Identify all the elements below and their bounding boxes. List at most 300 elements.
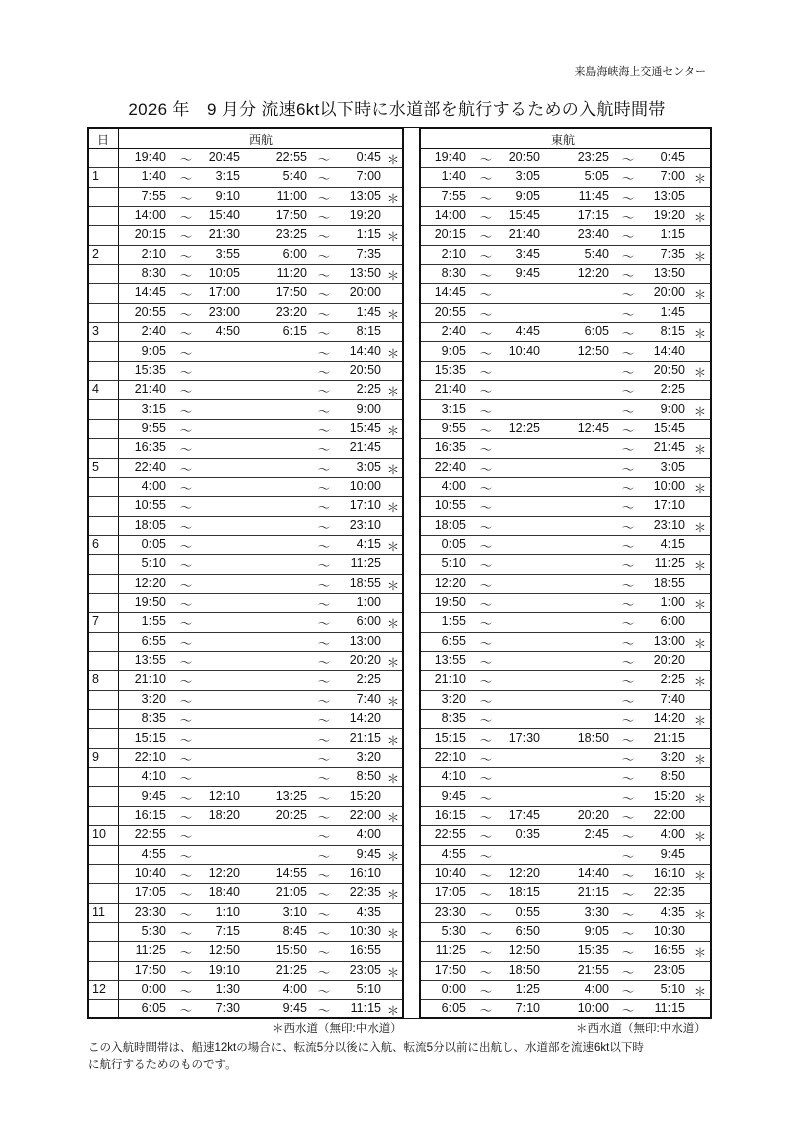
start-time: 19:40 (134, 150, 166, 164)
west-channel-mark: ＊ (693, 868, 707, 883)
west-channel-mark: ＊ (693, 598, 707, 613)
tilde: 〜 (317, 346, 331, 361)
start-time-2: 21:25 (275, 962, 307, 977)
tilde: 〜 (479, 714, 493, 729)
start-time-2: 6:00 (282, 246, 307, 261)
tilde: 〜 (317, 365, 331, 380)
tilde: 〜 (621, 985, 635, 1000)
west-channel-mark: ＊ (693, 249, 707, 264)
west-channel-mark: ＊ (693, 327, 707, 342)
east-table-row (421, 438, 710, 458)
tilde: 〜 (479, 675, 493, 690)
end-time: 7:00 (356, 169, 381, 184)
day-number: 4 (92, 382, 99, 397)
start-time-2: 21:15 (577, 885, 609, 900)
end-time: 23:10 (653, 517, 685, 532)
end-time: 21:45 (653, 440, 685, 455)
west-channel-mark: ＊ (693, 520, 707, 535)
day-header: 日 (97, 133, 110, 147)
start-time: 21:10 (434, 672, 466, 687)
west-table-row (89, 206, 402, 226)
tilde: 〜 (179, 965, 193, 980)
west-channel-mark: ＊ (693, 404, 707, 419)
start-time: 20:55 (434, 304, 466, 319)
east-table-row (421, 477, 710, 497)
tilde: 〜 (479, 288, 493, 303)
start-time: 15:35 (134, 362, 166, 377)
end-time-1: 9:10 (215, 188, 240, 203)
west-table-row (89, 670, 402, 690)
start-time-2: 5:40 (282, 169, 307, 184)
tilde: 〜 (179, 346, 193, 361)
start-time-2: 20:20 (577, 807, 609, 822)
start-time: 10:55 (134, 498, 166, 513)
east-table-row (421, 903, 710, 923)
start-time-2: 20:25 (275, 807, 307, 822)
east-table-row (421, 400, 710, 420)
tilde: 〜 (479, 694, 493, 709)
end-time: 1:00 (660, 595, 685, 610)
start-time: 4:55 (141, 846, 166, 861)
tilde: 〜 (179, 211, 193, 226)
start-time-2: 3:10 (282, 904, 307, 919)
end-time: 13:00 (653, 633, 685, 648)
end-time: 13:00 (349, 633, 381, 648)
end-time: 22:00 (653, 807, 685, 822)
end-time: 16:10 (349, 865, 381, 880)
tilde: 〜 (479, 404, 493, 419)
end-time: 16:10 (653, 865, 685, 880)
tilde: 〜 (479, 965, 493, 980)
tilde: 〜 (317, 211, 331, 226)
day-number: 3 (92, 324, 99, 339)
end-time: 10:30 (349, 924, 381, 938)
start-time: 2:10 (141, 246, 166, 261)
tilde: 〜 (621, 868, 635, 883)
tilde: 〜 (479, 462, 493, 477)
day-number: 1 (92, 169, 99, 184)
tilde: 〜 (317, 636, 331, 651)
end-time: 8:15 (356, 324, 381, 339)
west-table-row (89, 980, 402, 1000)
tilde: 〜 (179, 578, 193, 593)
start-time: 9:05 (141, 343, 166, 358)
east-table-row (421, 516, 710, 536)
start-time-2: 8:45 (282, 924, 307, 938)
start-time: 14:45 (134, 285, 166, 300)
end-time-1: 23:00 (208, 304, 240, 319)
start-time-2: 11:45 (578, 188, 609, 203)
east-table-row (421, 187, 710, 207)
end-time: 10:30 (653, 924, 685, 938)
end-time: 9:45 (356, 846, 381, 861)
end-time: 17:10 (349, 498, 381, 513)
end-time: 11:15 (350, 1001, 381, 1016)
start-time: 16:35 (434, 440, 466, 455)
west-channel-mark: ＊ (386, 307, 400, 322)
end-time-1: 0:55 (515, 904, 540, 919)
west-table-row (89, 941, 402, 961)
start-time: 3:20 (141, 691, 166, 706)
west-table-row (89, 729, 402, 749)
start-time-2: 4:00 (584, 982, 609, 997)
end-time: 4:15 (660, 537, 685, 551)
end-time: 11:25 (350, 556, 381, 571)
start-time: 17:05 (134, 885, 166, 900)
start-time-2: 12:50 (577, 343, 609, 358)
west-table-row (89, 961, 402, 981)
west-table-row (89, 516, 402, 536)
start-time-2: 14:40 (577, 865, 609, 880)
tilde: 〜 (317, 520, 331, 535)
tilde: 〜 (179, 810, 193, 825)
east-table-row (421, 883, 710, 903)
tilde: 〜 (179, 462, 193, 477)
tilde: 〜 (179, 385, 193, 400)
west-channel-mark: ＊ (693, 675, 707, 690)
tilde: 〜 (621, 423, 635, 438)
east-table-row (421, 225, 710, 245)
tilde: 〜 (317, 501, 331, 516)
tilde: 〜 (317, 675, 331, 690)
end-time-1: 4:50 (215, 324, 240, 339)
tilde: 〜 (317, 385, 331, 400)
tilde: 〜 (179, 598, 193, 613)
end-time: 6:00 (660, 614, 685, 629)
west-table-row (89, 651, 402, 671)
start-time: 8:30 (141, 266, 166, 281)
end-time: 15:45 (349, 420, 381, 435)
end-time: 3:05 (356, 459, 381, 474)
end-time: 0:45 (660, 150, 685, 164)
west-table-row (89, 825, 402, 845)
tilde: 〜 (179, 675, 193, 690)
east-table-row (421, 458, 710, 478)
start-time: 4:55 (441, 846, 466, 861)
end-time: 4:00 (356, 827, 381, 842)
tilde: 〜 (621, 365, 635, 380)
end-time: 6:00 (356, 614, 381, 629)
start-time-2: 21:05 (275, 885, 307, 900)
east-table-row (421, 303, 710, 323)
tilde: 〜 (317, 830, 331, 845)
day-number: 5 (92, 459, 99, 474)
east-table-row (421, 670, 710, 690)
tilde: 〜 (621, 907, 635, 922)
start-time: 4:00 (441, 478, 466, 493)
tilde: 〜 (621, 1004, 635, 1019)
start-time: 22:40 (434, 459, 466, 474)
end-time-1: 7:15 (215, 924, 240, 938)
west-table-row (89, 883, 402, 903)
end-time: 10:00 (653, 478, 685, 493)
tilde: 〜 (479, 559, 493, 574)
page-title: 2026 年 9 月分 流速6kt以下時に水道部を航行するための入航時間帯 (128, 100, 666, 119)
start-time-2: 23:40 (577, 227, 609, 242)
end-time-1: 15:45 (508, 208, 540, 223)
tilde: 〜 (317, 810, 331, 825)
start-time: 9:45 (441, 788, 466, 803)
tilde: 〜 (479, 307, 493, 322)
end-time: 7:35 (356, 246, 381, 261)
tilde: 〜 (179, 868, 193, 883)
tilde: 〜 (179, 288, 193, 303)
east-table-row (421, 148, 710, 168)
tilde: 〜 (479, 365, 493, 380)
start-time: 0:05 (141, 537, 166, 551)
east-table-row (421, 342, 710, 362)
tilde: 〜 (479, 907, 493, 922)
tilde: 〜 (621, 830, 635, 845)
start-time-2: 21:55 (577, 962, 609, 977)
west-channel-mark: ＊ (386, 230, 400, 245)
start-time-2: 2:45 (584, 827, 609, 842)
end-time: 1:15 (356, 227, 381, 242)
end-time: 4:00 (660, 827, 685, 842)
tilde: 〜 (179, 404, 193, 419)
end-time-1: 3:55 (215, 246, 240, 261)
start-time-2: 11:20 (276, 266, 307, 281)
tilde: 〜 (179, 365, 193, 380)
start-time: 1:40 (141, 169, 166, 184)
end-time: 20:20 (349, 653, 381, 668)
tilde: 〜 (479, 346, 493, 361)
start-time: 22:55 (434, 827, 466, 842)
tilde: 〜 (621, 501, 635, 516)
tilde: 〜 (179, 617, 193, 632)
end-time: 22:00 (349, 807, 381, 822)
tilde: 〜 (179, 327, 193, 342)
east-table-row (421, 767, 710, 787)
start-time-2: 3:30 (584, 904, 609, 919)
start-time-2: 13:25 (275, 788, 307, 803)
west-table-row (89, 632, 402, 652)
end-time: 2:25 (356, 672, 381, 687)
start-time: 6:55 (141, 633, 166, 648)
east-table-header (421, 129, 710, 149)
west-channel-mark: ＊ (386, 153, 400, 167)
tilde: 〜 (317, 733, 331, 748)
organization-name: 来島海峡海上交通センター (574, 66, 706, 78)
start-time: 13:55 (434, 653, 466, 668)
end-time-1: 9:05 (515, 188, 540, 203)
end-time: 23:10 (349, 517, 381, 532)
west-table-row (89, 322, 402, 342)
end-time-1: 17:45 (508, 807, 540, 822)
end-time-1: 18:40 (208, 885, 240, 900)
start-time: 14:00 (134, 208, 166, 223)
tilde: 〜 (479, 211, 493, 226)
end-time: 5:10 (660, 982, 685, 997)
west-channel-mark: ＊ (386, 617, 400, 632)
west-table-row (89, 845, 402, 865)
day-number: 7 (92, 614, 99, 629)
tilde: 〜 (621, 307, 635, 322)
end-time: 11:25 (654, 556, 685, 571)
west-channel-mark: ＊ (693, 559, 707, 574)
west-channel-mark: ＊ (386, 191, 400, 206)
east-table-row (421, 554, 710, 574)
tilde: 〜 (317, 927, 331, 941)
east-table-row (421, 283, 710, 303)
tilde: 〜 (317, 404, 331, 419)
west-table-row (89, 748, 402, 768)
east-table (419, 127, 712, 1019)
tilde: 〜 (479, 269, 493, 284)
tilde: 〜 (179, 443, 193, 458)
west-table-row (89, 264, 402, 284)
west-table-row (89, 806, 402, 826)
end-time: 1:15 (660, 227, 685, 242)
end-time: 14:20 (653, 711, 685, 726)
west-table-row (89, 574, 402, 594)
tilde: 〜 (479, 520, 493, 535)
west-channel-mark: ＊ (386, 888, 400, 903)
tilde: 〜 (317, 269, 331, 284)
tilde: 〜 (621, 172, 635, 187)
tilde: 〜 (317, 423, 331, 438)
start-time: 5:10 (441, 556, 466, 571)
tilde: 〜 (179, 985, 193, 1000)
tilde: 〜 (179, 1004, 193, 1019)
tilde: 〜 (479, 868, 493, 883)
tilde: 〜 (479, 985, 493, 1000)
tilde: 〜 (479, 617, 493, 632)
end-time: 8:15 (660, 324, 685, 339)
tilde: 〜 (479, 849, 493, 864)
end-time: 4:35 (660, 904, 685, 919)
end-time-1: 18:15 (508, 885, 540, 900)
west-table-row (89, 245, 402, 265)
start-time-2: 5:05 (584, 169, 609, 184)
end-time: 14:40 (349, 343, 381, 358)
west-channel-mark: ＊ (693, 288, 707, 303)
west-channel-mark: ＊ (693, 752, 707, 767)
end-time: 4:15 (356, 537, 381, 551)
end-time: 18:55 (653, 575, 685, 590)
end-time: 13:50 (653, 266, 685, 281)
start-time: 9:45 (141, 788, 166, 803)
west-table-row (89, 438, 402, 458)
end-time: 1:45 (356, 304, 381, 319)
west-channel-mark: ＊ (386, 501, 400, 516)
tilde: 〜 (479, 443, 493, 458)
start-time: 22:55 (134, 827, 166, 842)
tilde: 〜 (317, 714, 331, 729)
start-time-2: 9:05 (584, 924, 609, 938)
start-time-2: 23:20 (275, 304, 307, 319)
east-table-row (421, 496, 710, 516)
tilde: 〜 (179, 733, 193, 748)
east-table-row (421, 361, 710, 381)
west-channel-mark: ＊ (693, 211, 707, 226)
end-time: 21:15 (653, 730, 685, 745)
start-time: 3:15 (141, 401, 166, 416)
start-time-2: 23:25 (577, 150, 609, 164)
tilde: 〜 (179, 520, 193, 535)
end-time: 5:10 (356, 982, 381, 997)
tilde: 〜 (621, 153, 635, 167)
tilde: 〜 (621, 269, 635, 284)
end-time: 20:20 (653, 653, 685, 668)
end-time: 2:25 (660, 672, 685, 687)
tilde: 〜 (621, 598, 635, 613)
start-time: 9:55 (141, 420, 166, 435)
west-channel-mark: ＊ (386, 733, 400, 748)
end-time: 20:00 (653, 285, 685, 300)
start-time: 3:20 (441, 691, 466, 706)
start-time: 8:35 (141, 711, 166, 726)
start-time: 2:40 (141, 324, 166, 339)
tilde: 〜 (479, 810, 493, 825)
tilde: 〜 (621, 462, 635, 477)
tilde: 〜 (621, 443, 635, 458)
tilde: 〜 (621, 675, 635, 690)
start-time: 21:10 (134, 672, 166, 687)
tilde: 〜 (479, 656, 493, 671)
tilde: 〜 (317, 172, 331, 187)
tilde: 〜 (479, 830, 493, 845)
east-table-row (421, 941, 710, 961)
tilde: 〜 (479, 888, 493, 903)
tilde: 〜 (179, 249, 193, 264)
tilde: 〜 (179, 172, 193, 187)
end-time: 15:20 (349, 788, 381, 803)
day-number: 2 (92, 246, 99, 261)
tilde: 〜 (479, 327, 493, 342)
end-time: 10:00 (349, 478, 381, 493)
start-time: 14:45 (434, 285, 466, 300)
start-time: 9:55 (441, 420, 466, 435)
start-time: 22:10 (134, 749, 166, 764)
day-number: 9 (92, 749, 99, 764)
tilde: 〜 (479, 385, 493, 400)
east-table-row (421, 535, 710, 555)
end-time: 13:05 (349, 188, 381, 203)
start-time: 7:55 (141, 188, 166, 203)
end-time: 7:00 (660, 169, 685, 184)
day-number: 12 (92, 982, 106, 997)
west-channel-mark: ＊ (386, 269, 400, 284)
start-time: 4:10 (141, 769, 166, 784)
west-channel-mark: ＊ (386, 423, 400, 438)
tilde: 〜 (621, 791, 635, 806)
west-table-row (89, 709, 402, 729)
day-number: 10 (92, 827, 106, 842)
end-time: 7:35 (660, 246, 685, 261)
start-time: 18:05 (434, 517, 466, 532)
end-time-1: 0:35 (515, 827, 540, 842)
tilde: 〜 (179, 714, 193, 729)
footnote (88, 1040, 728, 1074)
west-channel-mark: ＊ (386, 462, 400, 477)
end-time: 8:50 (660, 769, 685, 784)
tilde: 〜 (317, 598, 331, 613)
east-table-row (421, 845, 710, 865)
tilde: 〜 (317, 1004, 331, 1019)
west-channel-mark: ＊ (386, 385, 400, 400)
tilde: 〜 (317, 985, 331, 1000)
start-time-2: 5:40 (584, 246, 609, 261)
tilde: 〜 (179, 927, 193, 941)
end-time: 23:05 (653, 962, 685, 977)
start-time: 19:40 (434, 150, 466, 164)
tilde: 〜 (317, 462, 331, 477)
east-table-row (421, 748, 710, 768)
tilde: 〜 (479, 153, 493, 167)
west-channel-mark: ＊ (693, 907, 707, 922)
start-time: 11:25 (135, 943, 166, 958)
